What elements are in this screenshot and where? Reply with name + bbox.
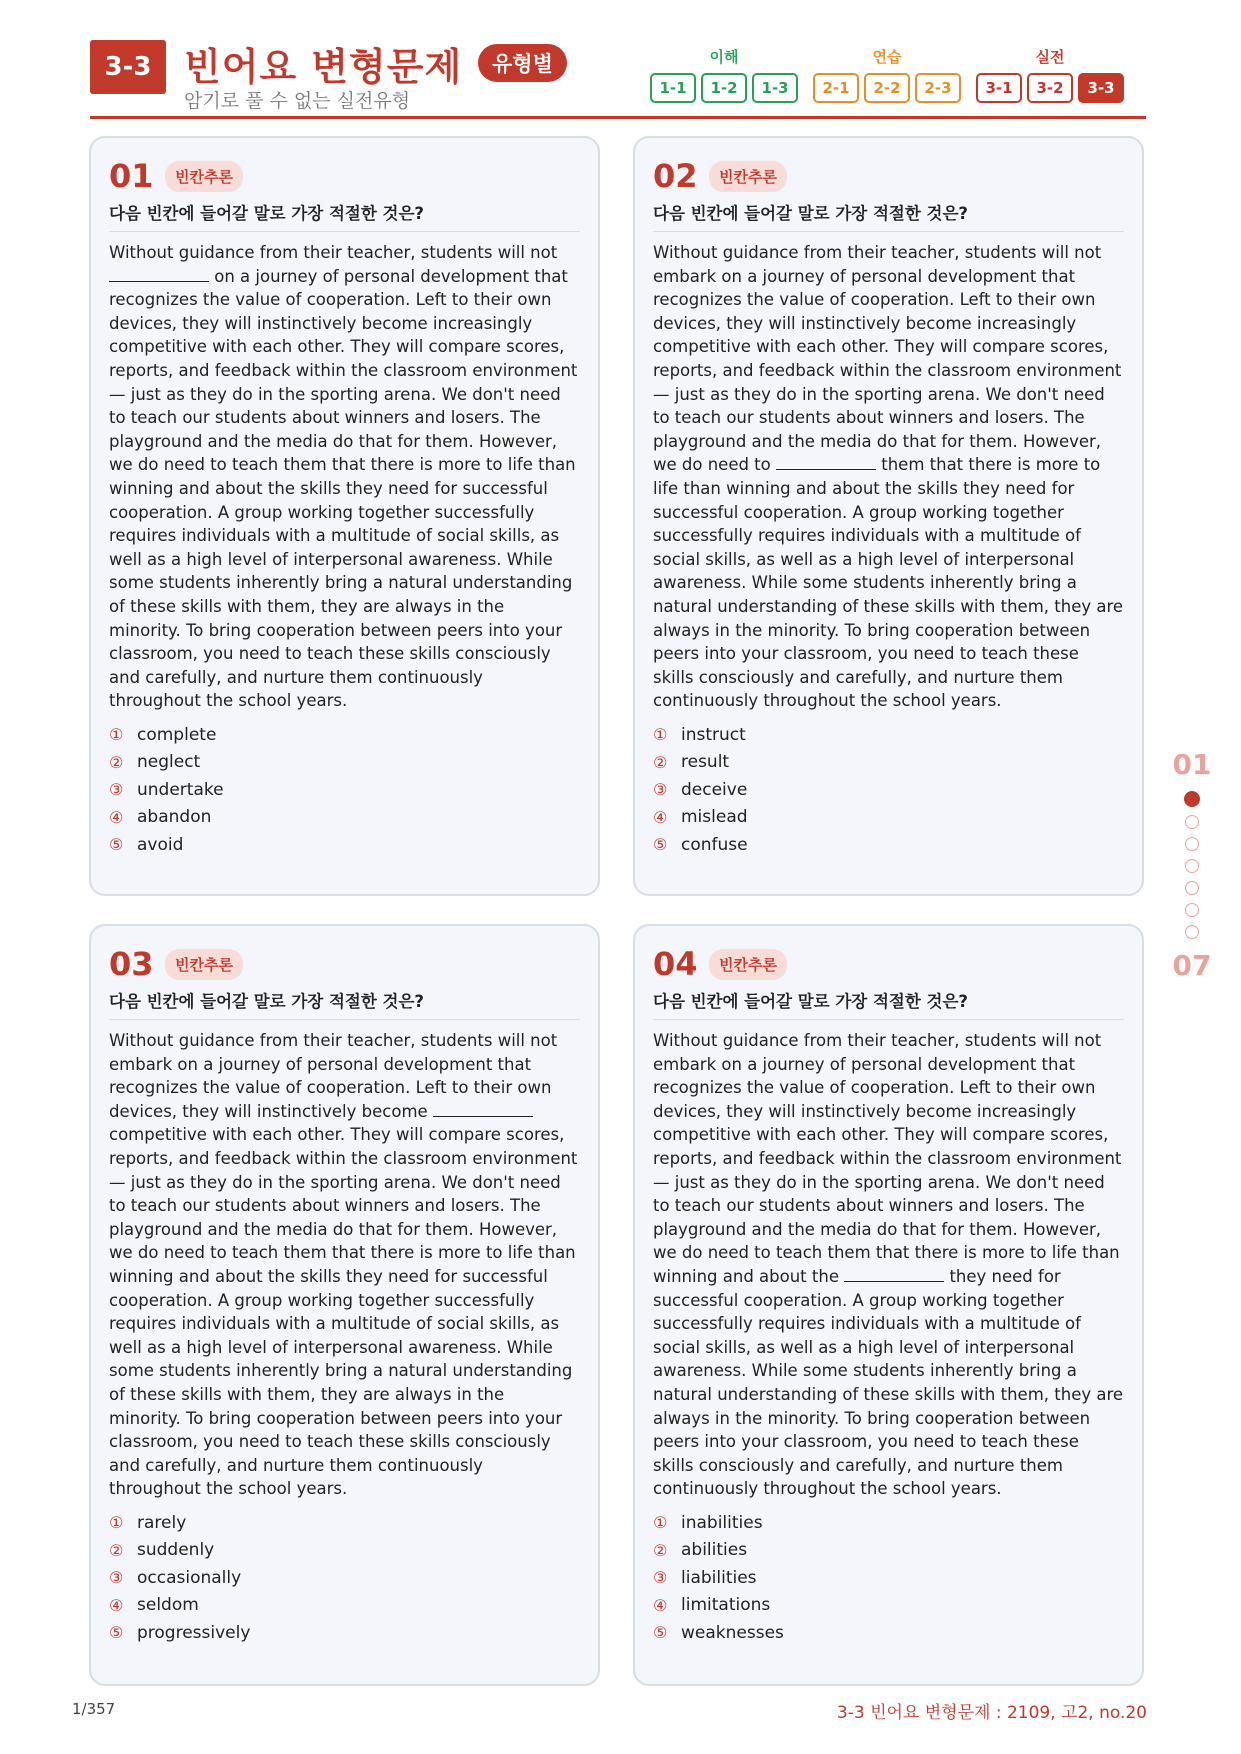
answer-blank <box>433 1100 533 1117</box>
choice-5[interactable]: ⑤ confuse <box>653 834 748 855</box>
question-tag: 빈칸추론 <box>165 949 243 980</box>
question-tag: 빈칸추론 <box>165 161 243 192</box>
side-nav-end-label: 07 <box>1172 949 1212 982</box>
answer-blank <box>844 1265 944 1282</box>
page-number: 1/357 <box>72 1700 116 1718</box>
level-name: 연습 <box>872 48 902 66</box>
footer-reference: 3-3 빈어요 변형문제 : 2109, 고2, no.20 <box>836 1703 1147 1723</box>
choice-4[interactable]: ④ limitations <box>653 1595 771 1616</box>
choice-4[interactable]: ④ mislead <box>653 807 748 828</box>
type-pill-button[interactable]: 유형별 <box>478 44 567 82</box>
question-prompt: 다음 빈칸에 들어갈 말로 가장 적절한 것은? <box>653 988 1124 1020</box>
passage-text: Without guidance from their teacher, students will not embark on a journey of personal development that recognizes the value of cooperation. Left to their own devices, they will instinctively become increasingly competitive with each other. They will compare scores, reports, and feedback within the classroom environment — just as they do in the sporting arena. We don't need to teach our students about winners and losers. The playground and the media do that for them. However, we do need to them that there is more to life than winning and about the skills they need for successful cooperation. A group working together successfully requires individuals with a multitude of social skills, as well as a high level of interpersonal awareness. While some students inherently bring a natural understanding of these skills with them, they are always in the minority. To bring cooperation between peers into your classroom, you need to teach these skills consciously and carefully, and nurture them continuously throughout the school years. <box>653 243 1124 711</box>
side-page-nav <box>1172 748 1212 982</box>
page-header <box>90 40 1146 120</box>
question-card-03 <box>89 924 600 1686</box>
level-button-1-1[interactable]: 1-1 <box>650 73 696 103</box>
question-card-04 <box>633 924 1144 1686</box>
level-name: 이해 <box>709 48 739 66</box>
level-button-3-1[interactable]: 3-1 <box>976 73 1022 103</box>
level-name: 실전 <box>1035 48 1065 66</box>
page-dot-6[interactable] <box>1185 903 1199 917</box>
page-dot-5[interactable] <box>1185 881 1199 895</box>
passage-text: Without guidance from their teacher, students will not embark on a journey of personal development that recognizes the value of cooperation. Left to their own devices, they will instinctively become competitive with each other. They will compare scores, reports, and feedback within the classroom environment — just as they do in the sporting arena. We don't need to teach our students about winners and losers. The playground and the media do that for them. However, we do need to teach them that there is more to life than winning and about the skills they need for successful cooperation. A group working together successfully requires individuals with a multitude of social skills, as well as a high level of interpersonal awareness. While some students inherently bring a natural understanding of these skills with them, they are always in the minority. To bring cooperation between peers into your classroom, you need to teach these skills consciously and carefully, and nurture them continuously throughout the school years. <box>109 1031 578 1499</box>
level-group-actual <box>976 46 1124 103</box>
choice-3[interactable]: ③ occasionally <box>109 1567 242 1588</box>
choice-2[interactable]: ② result <box>653 752 730 773</box>
choice-2[interactable]: ② suddenly <box>109 1540 215 1561</box>
choice-3[interactable]: ③ undertake <box>109 779 224 800</box>
level-button-2-1[interactable]: 2-1 <box>813 73 859 103</box>
page-dot-2[interactable] <box>1185 815 1199 829</box>
level-group-practice <box>813 46 961 103</box>
question-number: 03 <box>109 945 154 983</box>
choice-5[interactable]: ⑤ avoid <box>109 834 184 855</box>
page-dot-3[interactable] <box>1185 837 1199 851</box>
page-subtitle: 암기로 풀 수 없는 실전유형 <box>184 90 411 112</box>
level-button-3-2[interactable]: 3-2 <box>1027 73 1073 103</box>
level-button-1-3[interactable]: 1-3 <box>752 73 798 103</box>
level-button-2-3[interactable]: 2-3 <box>915 73 961 103</box>
choice-4[interactable]: ④ seldom <box>109 1595 199 1616</box>
page-dot-1[interactable] <box>1184 791 1200 807</box>
question-prompt: 다음 빈칸에 들어갈 말로 가장 적절한 것은? <box>109 988 580 1020</box>
choice-list <box>109 721 580 859</box>
question-prompt: 다음 빈칸에 들어갈 말로 가장 적절한 것은? <box>653 200 1124 232</box>
passage-text: Without guidance from their teacher, students will not embark on a journey of personal development that recognizes the value of cooperation. Left to their own devices, they will instinctively become increasingly competitive with each other. They will compare scores, reports, and feedback within the classroom environment — just as they do in the sporting arena. We don't need to teach our students about winners and losers. The playground and the media do that for them. However, we do need to teach them that there is more to life than winning and about the they need for successful cooperation. A group working together successfully requires individuals with a multitude of social skills, as well as a high level of interpersonal awareness. While some students inherently bring a natural understanding of these skills with them, they are always in the minority. To bring cooperation between peers into your classroom, you need to teach these skills consciously and carefully, and nurture them continuously throughout the school years. <box>653 1031 1124 1499</box>
choice-1[interactable]: ① rarely <box>109 1512 187 1533</box>
answer-blank <box>109 265 209 282</box>
question-tag: 빈칸추론 <box>709 161 787 192</box>
question-card-02 <box>633 136 1144 896</box>
page-dot-7[interactable] <box>1185 925 1199 939</box>
level-group-understand <box>650 46 798 103</box>
choice-list <box>109 1509 580 1647</box>
choice-1[interactable]: ① complete <box>109 724 217 745</box>
side-nav-dots <box>1184 787 1200 943</box>
question-number: 02 <box>653 157 698 195</box>
choice-3[interactable]: ③ liabilities <box>653 1567 757 1588</box>
choice-list <box>653 1509 1124 1647</box>
choice-1[interactable]: ① inabilities <box>653 1512 763 1533</box>
page-dot-4[interactable] <box>1185 859 1199 873</box>
passage-text: Without guidance from their teacher, students will not on a journey of personal development that recognizes the value of cooperation. Left to their own devices, they will instinctively become increasingly competitive with each other. They will compare scores, reports, and feedback within the classroom environment — just as they do in the sporting arena. We don't need to teach our students about winners and losers. The playground and the media do that for them. However, we do need to teach them that there is more to life than winning and about the skills they need for successful cooperation. A group working together successfully requires individuals with a multitude of social skills, as well as a high level of interpersonal awareness. While some students inherently bring a natural understanding of these skills with them, they are always in the minority. To bring cooperation between peers into your classroom, you need to teach these skills consciously and carefully, and nurture them continuously throughout the school years. <box>109 243 578 711</box>
page-title: 빈어요 변형문제 <box>184 45 463 89</box>
choice-3[interactable]: ③ deceive <box>653 779 748 800</box>
header-divider <box>90 116 1146 119</box>
question-prompt: 다음 빈칸에 들어갈 말로 가장 적절한 것은? <box>109 200 580 232</box>
level-button-3-3[interactable]: 3-3 <box>1078 73 1124 103</box>
level-button-1-2[interactable]: 1-2 <box>701 73 747 103</box>
choice-2[interactable]: ② abilities <box>653 1540 748 1561</box>
choice-list <box>653 721 1124 859</box>
side-nav-start-label: 01 <box>1172 748 1212 781</box>
answer-blank <box>776 453 876 470</box>
question-card-01 <box>89 136 600 896</box>
choice-4[interactable]: ④ abandon <box>109 807 212 828</box>
choice-5[interactable]: ⑤ weaknesses <box>653 1622 784 1643</box>
choice-1[interactable]: ① instruct <box>653 724 746 745</box>
question-tag: 빈칸추론 <box>709 949 787 980</box>
section-badge: 3-3 <box>90 40 166 94</box>
question-number: 01 <box>109 157 154 195</box>
level-button-2-2[interactable]: 2-2 <box>864 73 910 103</box>
choice-2[interactable]: ② neglect <box>109 752 201 773</box>
choice-5[interactable]: ⑤ progressively <box>109 1622 251 1643</box>
question-number: 04 <box>653 945 698 983</box>
